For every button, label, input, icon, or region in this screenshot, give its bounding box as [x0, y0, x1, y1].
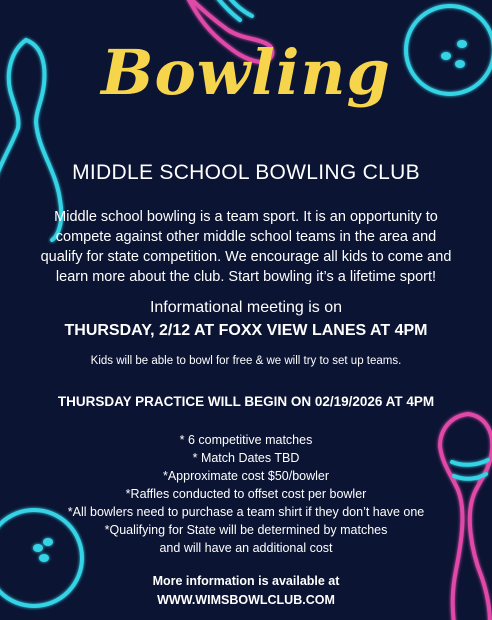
details-item: and will have an additional cost — [159, 541, 333, 555]
details-list — [0, 431, 492, 557]
details-item: * 6 competitive matches — [179, 433, 313, 447]
more-info — [0, 572, 492, 610]
free-bowling-note: Kids will be able to bowl for free & we will try to set up teams. — [90, 355, 402, 367]
details-item: *Approximate cost $50/bowler — [162, 469, 330, 483]
club-name: MIDDLE SCHOOL BOWLING CLUB — [72, 161, 420, 184]
website-link[interactable]: WWW.WIMSBOWLCLUB.COM — [157, 593, 335, 607]
flyer-title: Bowling — [101, 36, 391, 109]
details-item: *All bowlers need to purchase a team shirt if they don’t have one — [67, 505, 425, 519]
more-info-text: More information is available at — [152, 574, 340, 588]
details-item: *Qualifying for State will be determined by matches — [104, 523, 388, 537]
meeting-lead: Informational meeting is on — [149, 299, 343, 316]
practice-start: THURSDAY PRACTICE WILL BEGIN ON 02/19/2026 AT 4PM — [57, 394, 435, 409]
meeting-details: THURSDAY, 2/12 AT FOXX VIEW LANES AT 4PM — [64, 322, 428, 339]
details-item: * Match Dates TBD — [192, 451, 300, 465]
details-item: *Raffles conducted to offset cost per bowler — [125, 487, 367, 501]
intro-paragraph: Middle school bowling is a team sport. It is an opportunity to compete against other middle school teams in the area and qualify for state competition. We encourage all kids to come and learn more about the club. Start bowling it’s a lifetime sport! — [40, 209, 452, 285]
